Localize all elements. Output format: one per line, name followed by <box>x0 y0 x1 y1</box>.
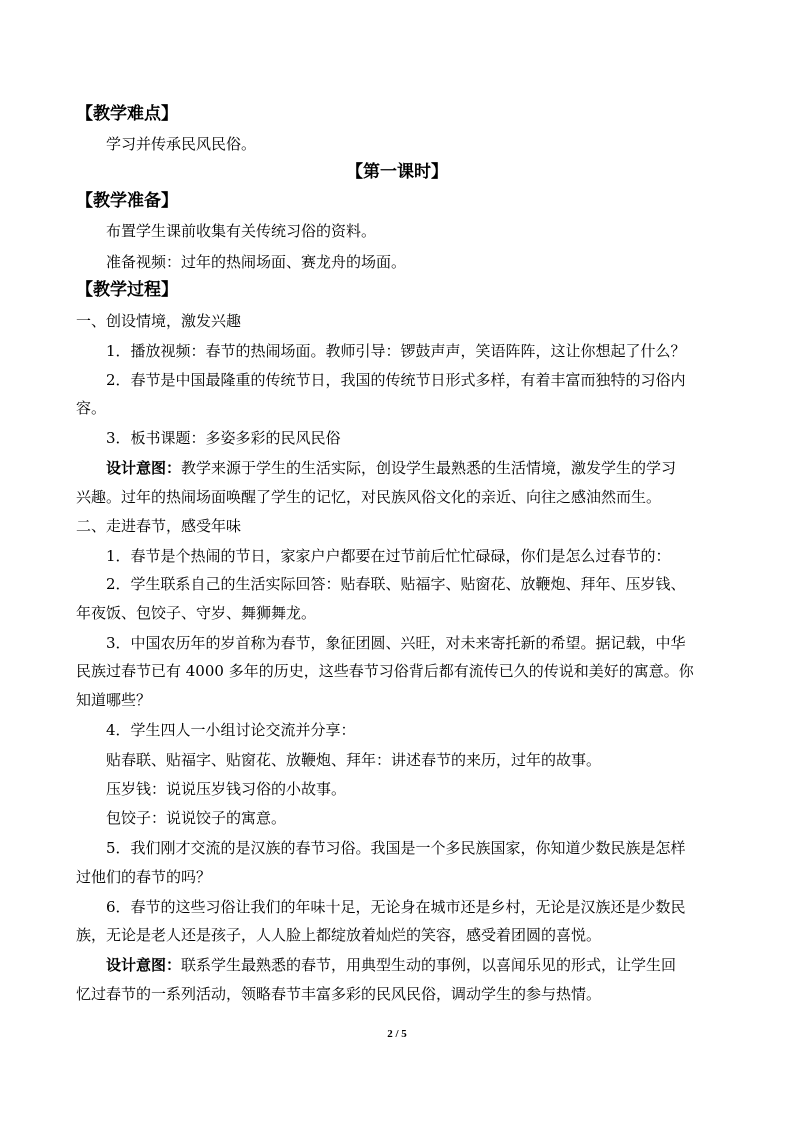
difficulty-heading: 【教学难点】 <box>76 104 178 124</box>
part2-item3-line1: 3．中国农历年的岁首称为春节，象征团圆、兴旺，对未来寄托新的希望。据记载，中华 <box>106 634 686 652</box>
part1-item3: 3．板书课题：多姿多彩的民风民俗 <box>106 429 341 447</box>
design-intent-label: 设计意图： <box>106 956 182 974</box>
part2-item5-line2: 过他们的春节的吗？ <box>76 868 212 886</box>
part2-item1: 1．春节是个热闹的节日，家家户户都要在过节前后忙忙碌碌，你们是怎么过春节的： <box>106 547 671 565</box>
part2-intent-line1 <box>106 955 736 975</box>
part2-item4-sub3: 包饺子：说说饺子的寓意。 <box>106 809 287 827</box>
prep-item-2: 准备视频：过年的热闹场面、赛龙舟的场面。 <box>106 253 407 271</box>
part1-intent-text: 教学来源于学生的生活实际，创设学生最熟悉的生活情境，激发学生的学习 <box>181 459 677 477</box>
part2-item5-line1: 5．我们刚才交流的是汉族的春节习俗。我国是一个多民族国家，你知道少数民族是怎样 <box>106 839 686 857</box>
part2-item3-line3: 知道哪些？ <box>76 691 152 709</box>
part2-item6-line1: 6．春节的这些习俗让我们的年味十足，无论身在城市还是乡村，无论是汉族还是少数民 <box>106 898 686 916</box>
part1-item2-line1: 2．春节是中国最隆重的传统节日，我国的传统节日形式多样，有着丰富而独特的习俗内 <box>106 371 686 389</box>
difficulty-text: 学习并传承民风民俗。 <box>106 135 257 153</box>
page-number: 2 / 5 <box>387 1028 407 1040</box>
part2-item4-sub1: 贴春联、贴福字、贴窗花、放鞭炮、拜年：讲述春节的来历，过年的故事。 <box>106 751 602 769</box>
part2-title: 二、走进春节，感受年味 <box>76 517 242 535</box>
part2-item2-line2: 年夜饭、包饺子、守岁、舞狮舞龙。 <box>76 604 317 622</box>
part2-item3-line2: 民族过春节已有 4000 多年的历史，这些春节习俗背后都有流传已久的传说和美好的寓意。你 <box>76 662 694 680</box>
part1-item2-line2: 容。 <box>76 399 107 417</box>
part1-item1: 1．播放视频：春节的热闹场面。教师引导：锣鼓声声，笑语阵阵，这让你想起了什么？ <box>106 342 686 360</box>
process-heading: 【教学过程】 <box>76 280 178 300</box>
part1-intent-line2: 兴趣。过年的热闹场面唤醒了学生的记忆，对民族风俗文化的亲近、向往之感油然而生。 <box>76 488 662 506</box>
prep-heading: 【教学准备】 <box>76 191 178 211</box>
part2-item6-line2: 族，无论是老人还是孩子，人人脸上都绽放着灿烂的笑容，感受着团圆的喜悦。 <box>76 926 602 944</box>
lesson-heading: 【第一课时】 <box>346 162 448 182</box>
part1-title: 一、创设情境，激发兴趣 <box>76 312 242 330</box>
part2-item4-sub2: 压岁钱：说说压岁钱习俗的小故事。 <box>106 780 347 798</box>
part2-intent-text: 联系学生最熟悉的春节，用典型生动的事例，以喜闻乐见的形式，让学生回 <box>181 956 677 974</box>
part1-intent-line1 <box>106 458 736 478</box>
design-intent-label: 设计意图： <box>106 459 182 477</box>
part2-intent-line2: 忆过春节的一系列活动，领略春节丰富多彩的民风民俗，调动学生的参与热情。 <box>76 985 602 1003</box>
part2-item2-line1: 2．学生联系自己的生活实际回答：贴春联、贴福字、贴窗花、放鞭炮、拜年、压岁钱、 <box>106 575 686 593</box>
prep-item-1: 布置学生课前收集有关传统习俗的资料。 <box>106 222 377 240</box>
part2-item4: 4．学生四人一小组讨论交流并分享： <box>106 721 356 739</box>
